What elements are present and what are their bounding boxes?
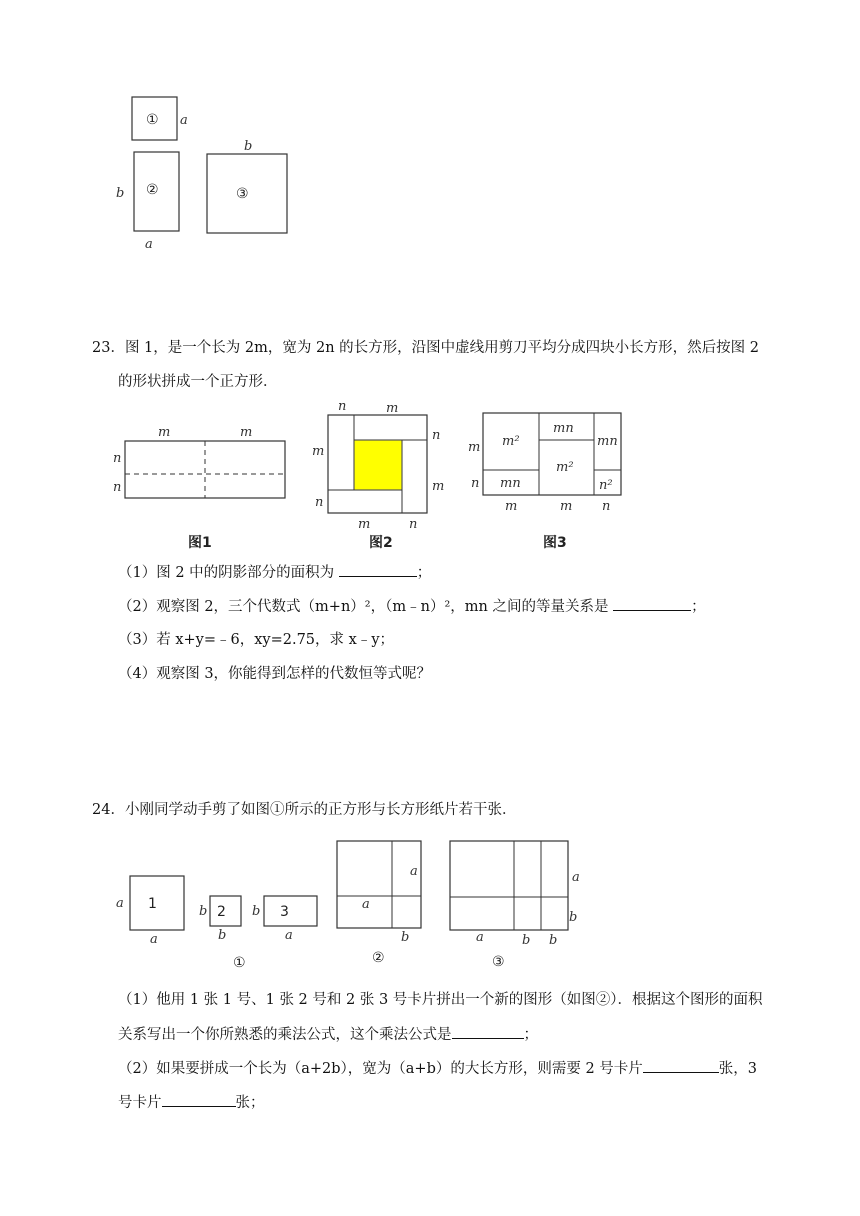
q23-p1-blank[interactable] xyxy=(339,562,417,577)
fig2-shaded-square xyxy=(355,441,402,490)
fig2-n-left: n xyxy=(315,495,324,510)
q24-fig2-outer xyxy=(337,841,421,928)
card-3-label: ③ xyxy=(236,186,249,202)
q24-fig3-b1-bottom: b xyxy=(522,933,531,948)
q24-card-1-label: 1 xyxy=(148,896,157,912)
q23-p1-text: （1）图 2 中的阴影部分的面积为 xyxy=(118,565,335,581)
q24-card-2-label: 2 xyxy=(217,904,226,920)
fig3-mn-top: mn xyxy=(553,421,574,436)
fig3-m2-b: m² xyxy=(556,460,574,475)
fig3-mn-left: mn xyxy=(500,476,521,491)
label-a-right: a xyxy=(180,113,188,128)
q24-fig2-a-right: a xyxy=(410,864,418,879)
q24-figures xyxy=(0,835,860,975)
q24-fig3-b-right: b xyxy=(569,910,578,925)
fig1-n2: n xyxy=(113,480,122,495)
card-2-label: ② xyxy=(146,182,159,198)
q24-fig3-a-bottom: a xyxy=(476,930,484,945)
fig2-m-left: m xyxy=(312,444,325,459)
fig3-n2: n² xyxy=(599,478,613,493)
q24-fig3-b2-bottom: b xyxy=(549,933,558,948)
fig3-mn-right: mn xyxy=(597,434,618,449)
fig3-m-left: m xyxy=(468,440,481,455)
top-cards-figure xyxy=(0,0,860,260)
fig1-n1: n xyxy=(113,451,122,466)
q24-fig2-a-inner: a xyxy=(362,897,370,912)
q24-p1a: （1）他用 1 张 1 号、1 张 2 号和 2 张 3 号卡片拼出一个新的图形（如图②）．根据这个图形的面积 xyxy=(118,992,763,1008)
q24-fig2-b-bottom: b xyxy=(401,930,410,945)
fig2-m-right: m xyxy=(432,479,445,494)
fig3-caption: 图3 xyxy=(543,535,567,551)
q24-c1-a-bottom: a xyxy=(150,932,158,947)
fig3-n-b: n xyxy=(602,499,611,514)
fig3-m-b1: m xyxy=(505,499,518,514)
fig1-caption: 图1 xyxy=(188,535,212,551)
q23-p2-blank[interactable] xyxy=(613,596,691,611)
q23-p3: （3）若 x+y=﹣6，xy=2.75，求 x﹣y； xyxy=(118,632,395,648)
q24-p1b xyxy=(118,1024,538,1045)
q23-p2-text: （2）观察图 2，三个代数式（m+n）²，（m﹣n）²，mn 之间的等量关系是 xyxy=(118,599,609,615)
q24-card-3 xyxy=(264,896,317,926)
fig1-m2: m xyxy=(240,425,253,440)
fig1-m1: m xyxy=(158,425,171,440)
fig3-m-b2: m xyxy=(560,499,573,514)
q24-c2-b-left: b xyxy=(199,904,208,919)
q23-line1: 23．图 1，是一个长为 2m，宽为 2n 的长方形，沿图中虚线用剪刀平均分成四块小长方形，然后按图 2 xyxy=(92,340,759,356)
q24-p2b xyxy=(118,1092,265,1113)
fig2-n-bottom: n xyxy=(409,517,418,532)
q24-c3-b-left: b xyxy=(252,904,261,919)
q23-p1 xyxy=(118,562,431,583)
q24-p2a-text: （2）如果要拼成一个长为（a+2b），宽为（a+b）的大长方形，则需要 2 号卡片 xyxy=(118,1061,643,1077)
card-1-label: ① xyxy=(146,112,159,128)
q24-fig3-outer xyxy=(450,841,568,930)
fig3-n-left: n xyxy=(471,476,480,491)
q23-p1-end: ； xyxy=(416,565,432,581)
q24-p1b-end: ； xyxy=(523,1027,538,1043)
q24-p1b-text: 关系写出一个你所熟悉的乘法公式，这个乘法公式是 xyxy=(118,1027,452,1043)
q24-fig3-a-right: a xyxy=(572,870,580,885)
fig2-n-tl: n xyxy=(338,399,347,414)
fig2-caption: 图2 xyxy=(369,535,393,551)
q24-line1: 24．小刚同学动手剪了如图①所示的正方形与长方形纸片若干张． xyxy=(92,802,517,818)
q24-c3-a-bottom: a xyxy=(285,928,293,943)
fig2-m-bottom: m xyxy=(358,517,371,532)
q24-card-3-label: 3 xyxy=(280,904,289,920)
label-b-top: b xyxy=(244,139,253,154)
q24-c1-a-left: a xyxy=(116,896,124,911)
q24-p2a-end: 张，3 xyxy=(718,1061,758,1077)
q23-figures xyxy=(0,395,860,555)
q23-line2: 的形状拼成一个正方形． xyxy=(118,374,278,390)
q23-p2 xyxy=(118,596,706,617)
q24-c2-b-bottom: b xyxy=(218,928,227,943)
label-b-left: b xyxy=(116,186,125,201)
q24-cap-2: ② xyxy=(372,950,385,966)
q24-cap-3: ③ xyxy=(492,954,505,970)
q24-p2b-text: 号卡片 xyxy=(118,1095,162,1111)
q24-card-1 xyxy=(130,876,184,930)
fig3-m2-a: m² xyxy=(502,434,520,449)
q24-p1-blank[interactable] xyxy=(452,1024,524,1039)
q24-p2b-end: 张； xyxy=(235,1095,265,1111)
q24-p2-blank-2[interactable] xyxy=(162,1092,236,1107)
q24-p2a xyxy=(118,1058,757,1079)
q23-p2-end: ； xyxy=(691,599,706,615)
fig2-m-top: m xyxy=(386,401,399,416)
q24-cap-1: ① xyxy=(233,955,246,971)
label-a-bottom: a xyxy=(145,237,153,252)
q23-p4: （4）观察图 3，你能得到怎样的代数恒等式呢？ xyxy=(118,666,432,682)
fig2-n-right: n xyxy=(432,428,441,443)
q24-p2-blank-1[interactable] xyxy=(643,1058,719,1073)
